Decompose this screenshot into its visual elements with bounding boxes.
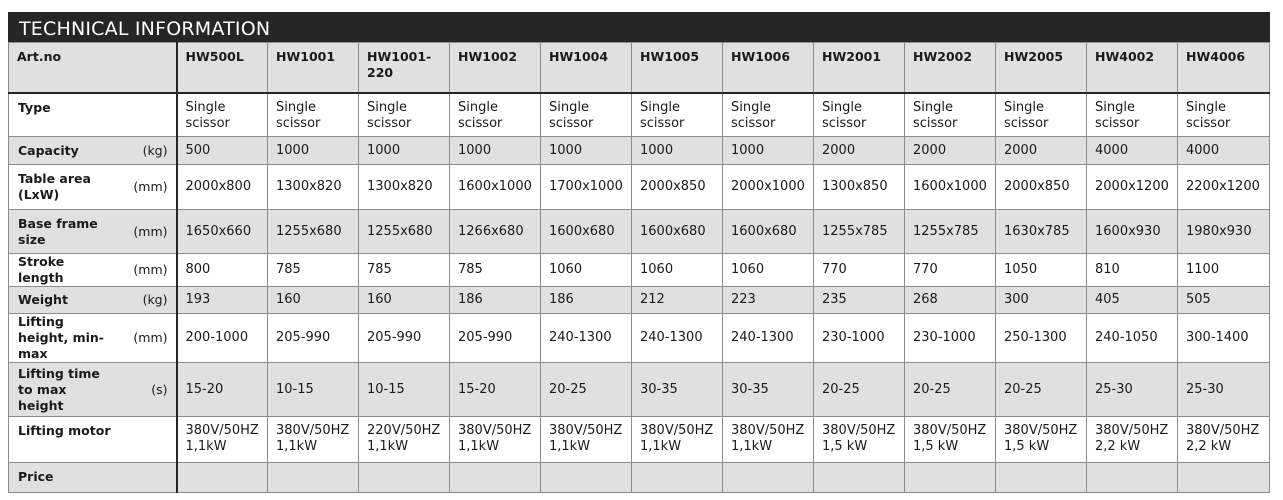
table-cell: 10-15: [268, 363, 359, 417]
table-cell: 380V/50HZ 1,1kW: [723, 417, 814, 463]
row-unit: [122, 93, 177, 137]
table-cell: 380V/50HZ 1,1kW: [450, 417, 541, 463]
table-cell: Single scissor: [814, 93, 905, 137]
table-cell: 240-1050: [1087, 314, 1178, 363]
table-cell: 380V/50HZ 1,1kW: [268, 417, 359, 463]
table-cell: 20-25: [541, 363, 632, 417]
table-cell: 1060: [541, 254, 632, 287]
model-header: HW500L: [177, 43, 268, 93]
table-cell: 15-20: [450, 363, 541, 417]
table-cell: 2000x1200: [1087, 165, 1178, 210]
table-cell: 25-30: [1178, 363, 1270, 417]
table-cell: 1000: [723, 137, 814, 165]
row-label: Type: [9, 93, 122, 137]
table-cell: 193: [177, 287, 268, 314]
table-cell: 212: [632, 287, 723, 314]
table-cell: 200-1000: [177, 314, 268, 363]
table-cell: 1000: [268, 137, 359, 165]
table-row: [9, 137, 1270, 165]
table-cell: 300-1400: [1178, 314, 1270, 363]
model-header: HW2001: [814, 43, 905, 93]
table-cell: 2000x850: [632, 165, 723, 210]
table-cell: 230-1000: [814, 314, 905, 363]
table-cell: 785: [450, 254, 541, 287]
row-label: Capacity: [9, 137, 122, 165]
table-cell: 380V/50HZ 1,5 kW: [996, 417, 1087, 463]
table-cell: 223: [723, 287, 814, 314]
table-cell: 1000: [359, 137, 450, 165]
row-unit: (kg): [122, 137, 177, 165]
table-cell: [996, 463, 1087, 493]
table-cell: 2000x800: [177, 165, 268, 210]
row-unit: (mm): [122, 254, 177, 287]
table-cell: 1000: [541, 137, 632, 165]
table-cell: 20-25: [996, 363, 1087, 417]
table-cell: 235: [814, 287, 905, 314]
table-cell: 1000: [450, 137, 541, 165]
table-cell: 380V/50HZ 1,5 kW: [814, 417, 905, 463]
table-cell: 2000: [814, 137, 905, 165]
table-cell: Single scissor: [1178, 93, 1270, 137]
table-cell: Single scissor: [723, 93, 814, 137]
section-title: TECHNICAL INFORMATION: [8, 12, 1270, 42]
model-header: HW1002: [450, 43, 541, 93]
spec-table: [8, 42, 1270, 493]
model-header: HW1001: [268, 43, 359, 93]
table-row: [9, 463, 1270, 493]
table-cell: Single scissor: [450, 93, 541, 137]
row-label: Lifting motor: [9, 417, 122, 463]
table-cell: [450, 463, 541, 493]
table-cell: 1255x680: [359, 210, 450, 254]
table-cell: 1600x930: [1087, 210, 1178, 254]
table-row: [9, 165, 1270, 210]
model-header: HW1005: [632, 43, 723, 93]
table-row: [9, 417, 1270, 463]
table-cell: 1600x1000: [450, 165, 541, 210]
table-cell: [541, 463, 632, 493]
table-cell: 380V/50HZ 1,1kW: [177, 417, 268, 463]
table-cell: Single scissor: [996, 93, 1087, 137]
model-header: HW1006: [723, 43, 814, 93]
model-header: HW1004: [541, 43, 632, 93]
table-cell: 186: [450, 287, 541, 314]
table-cell: 1255x785: [905, 210, 996, 254]
table-cell: [632, 463, 723, 493]
row-label: Lifting height, min-max: [9, 314, 122, 363]
table-cell: Single scissor: [359, 93, 450, 137]
table-cell: 380V/50HZ 1,1kW: [541, 417, 632, 463]
row-label: Base frame size: [9, 210, 122, 254]
table-cell: 30-35: [632, 363, 723, 417]
table-cell: 160: [359, 287, 450, 314]
table-cell: 4000: [1087, 137, 1178, 165]
row-label: Price: [9, 463, 122, 493]
table-cell: 240-1300: [541, 314, 632, 363]
row-label: Table area (LxW): [9, 165, 122, 210]
table-cell: 1300x820: [268, 165, 359, 210]
table-cell: 1980x930: [1178, 210, 1270, 254]
table-cell: 300: [996, 287, 1087, 314]
table-cell: [814, 463, 905, 493]
art-no-header: Art.no: [9, 43, 177, 93]
row-label: Stroke length: [9, 254, 122, 287]
model-header: HW2002: [905, 43, 996, 93]
table-cell: 205-990: [359, 314, 450, 363]
table-cell: Single scissor: [177, 93, 268, 137]
table-row: [9, 363, 1270, 417]
table-row: [9, 210, 1270, 254]
table-cell: [268, 463, 359, 493]
table-cell: [1178, 463, 1270, 493]
table-cell: 186: [541, 287, 632, 314]
table-cell: Single scissor: [905, 93, 996, 137]
table-cell: 1600x680: [723, 210, 814, 254]
table-cell: 380V/50HZ 2,2 kW: [1178, 417, 1270, 463]
table-cell: 1000: [632, 137, 723, 165]
table-cell: 1100: [1178, 254, 1270, 287]
table-cell: Single scissor: [632, 93, 723, 137]
table-cell: 220V/50HZ 1,1kW: [359, 417, 450, 463]
table-cell: 380V/50HZ 1,1kW: [632, 417, 723, 463]
table-cell: [723, 463, 814, 493]
model-header: HW4006: [1178, 43, 1270, 93]
table-cell: 240-1300: [723, 314, 814, 363]
technical-info-panel: [8, 12, 1270, 493]
table-row: [9, 314, 1270, 363]
table-cell: 1300x850: [814, 165, 905, 210]
table-cell: 500: [177, 137, 268, 165]
header-row: [9, 43, 1270, 93]
table-cell: Single scissor: [268, 93, 359, 137]
model-header: HW4002: [1087, 43, 1178, 93]
table-cell: 10-15: [359, 363, 450, 417]
table-cell: [177, 463, 268, 493]
row-unit: [122, 417, 177, 463]
table-cell: 810: [1087, 254, 1178, 287]
table-cell: 15-20: [177, 363, 268, 417]
table-cell: 250-1300: [996, 314, 1087, 363]
table-cell: 1255x680: [268, 210, 359, 254]
table-cell: 2200x1200: [1178, 165, 1270, 210]
table-cell: 160: [268, 287, 359, 314]
table-cell: 205-990: [450, 314, 541, 363]
table-cell: 1050: [996, 254, 1087, 287]
table-cell: 1266x680: [450, 210, 541, 254]
model-header: HW2005: [996, 43, 1087, 93]
row-unit: (mm): [122, 210, 177, 254]
table-cell: Single scissor: [541, 93, 632, 137]
row-label: Weight: [9, 287, 122, 314]
table-cell: 770: [905, 254, 996, 287]
table-cell: 1700x1000: [541, 165, 632, 210]
table-cell: [1087, 463, 1178, 493]
row-unit: (mm): [122, 314, 177, 363]
table-cell: 1300x820: [359, 165, 450, 210]
table-cell: 2000x850: [996, 165, 1087, 210]
table-cell: [905, 463, 996, 493]
table-cell: 2000x1000: [723, 165, 814, 210]
table-cell: 1630x785: [996, 210, 1087, 254]
table-cell: 4000: [1178, 137, 1270, 165]
table-cell: 1600x680: [541, 210, 632, 254]
table-cell: 785: [268, 254, 359, 287]
table-cell: 1060: [632, 254, 723, 287]
table-cell: 785: [359, 254, 450, 287]
row-unit: (kg): [122, 287, 177, 314]
table-cell: 405: [1087, 287, 1178, 314]
table-cell: 770: [814, 254, 905, 287]
table-row: [9, 254, 1270, 287]
table-cell: Single scissor: [1087, 93, 1178, 137]
table-cell: 1650x660: [177, 210, 268, 254]
table-cell: 1255x785: [814, 210, 905, 254]
table-cell: 25-30: [1087, 363, 1178, 417]
table-cell: 2000: [996, 137, 1087, 165]
table-cell: 1060: [723, 254, 814, 287]
table-cell: 505: [1178, 287, 1270, 314]
table-cell: 1600x1000: [905, 165, 996, 210]
row-label: Lifting time to max height: [9, 363, 122, 417]
table-cell: 20-25: [814, 363, 905, 417]
table-cell: 240-1300: [632, 314, 723, 363]
table-row: [9, 287, 1270, 314]
table-cell: 268: [905, 287, 996, 314]
table-cell: 380V/50HZ 1,5 kW: [905, 417, 996, 463]
row-unit: (mm): [122, 165, 177, 210]
table-cell: [359, 463, 450, 493]
model-header: HW1001- 220: [359, 43, 450, 93]
table-row: [9, 93, 1270, 137]
table-cell: 800: [177, 254, 268, 287]
row-unit: (s): [122, 363, 177, 417]
table-cell: 20-25: [905, 363, 996, 417]
row-unit: [122, 463, 177, 493]
table-cell: 205-990: [268, 314, 359, 363]
table-cell: 1600x680: [632, 210, 723, 254]
table-cell: 230-1000: [905, 314, 996, 363]
table-cell: 2000: [905, 137, 996, 165]
table-cell: 30-35: [723, 363, 814, 417]
table-cell: 380V/50HZ 2,2 kW: [1087, 417, 1178, 463]
